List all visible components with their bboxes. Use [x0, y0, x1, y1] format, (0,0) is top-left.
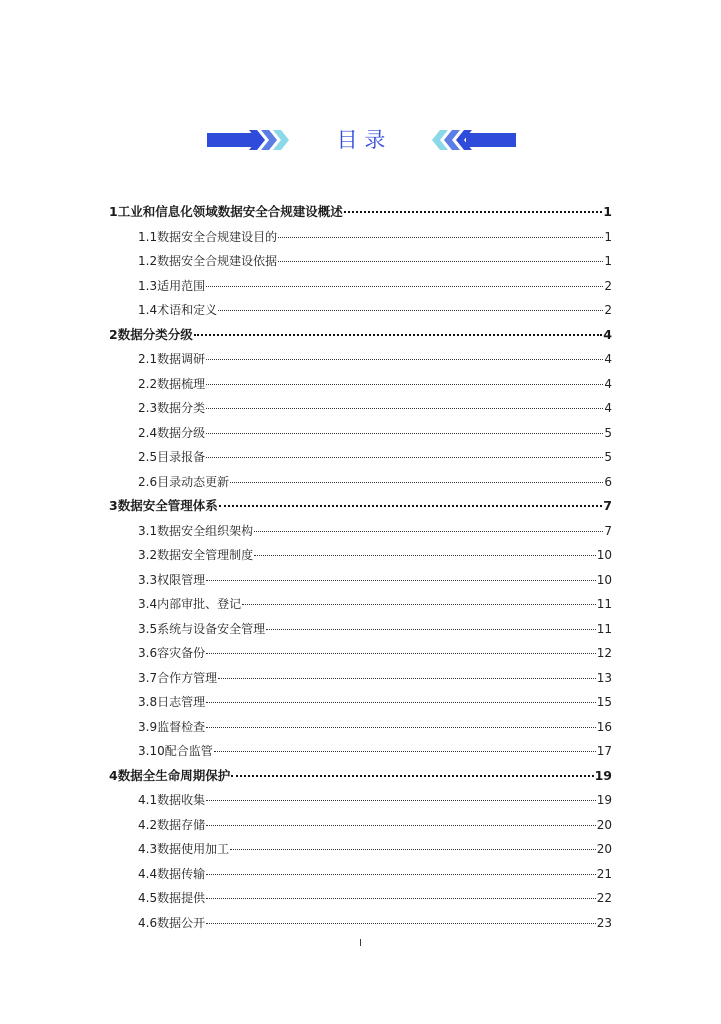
- toc-entry-label: 数据安全管理体系: [117, 498, 218, 513]
- toc-chapter-entry[interactable]: [109, 766, 612, 786]
- toc-entry-number: 2.6: [138, 474, 158, 489]
- toc-entry-page: 21: [596, 866, 612, 881]
- toc-section-entry[interactable]: [138, 349, 612, 369]
- toc-entry-label: 配合监管: [164, 744, 213, 758]
- toc-entry-page: 12: [596, 646, 612, 660]
- toc-dot-leader: [206, 384, 603, 385]
- toc-dot-leader: [206, 408, 603, 409]
- toc-entry-label: 数据安全合规建设目的: [157, 229, 278, 244]
- toc-entry-page: 6: [604, 474, 612, 489]
- toc-entry-number: 4.2: [138, 817, 158, 832]
- toc-dot-leader: [206, 653, 596, 654]
- toc-entry-number: 1: [109, 204, 118, 219]
- toc-entry-page: 19: [594, 767, 612, 783]
- toc-entry-number: 3.4: [138, 597, 158, 611]
- toc-section-entry[interactable]: [138, 790, 612, 810]
- toc-entry-number: 2.1: [138, 352, 158, 366]
- toc-section-entry[interactable]: [138, 864, 612, 884]
- toc-entry-label: 合作方管理: [157, 670, 218, 685]
- toc-dot-leader: [218, 678, 596, 679]
- toc-entry-page: 17: [596, 744, 612, 758]
- toc-entry-number: 3.6: [138, 646, 158, 660]
- toc-section-entry[interactable]: [138, 692, 612, 712]
- page-number: I: [359, 938, 362, 949]
- toc-entry-label: 数据调研: [157, 352, 206, 366]
- toc-section-entry[interactable]: [138, 521, 612, 541]
- toc-entry-page: 1: [604, 254, 612, 268]
- toc-dot-leader: [242, 604, 596, 605]
- toc-section-entry[interactable]: [138, 717, 612, 737]
- toc-entry-label: 容灾备份: [157, 646, 206, 660]
- toc-entry-number: 4.4: [138, 866, 158, 881]
- toc-entry-number: 3.3: [138, 572, 158, 587]
- toc-dot-leader: [206, 433, 603, 434]
- toc-section-entry[interactable]: [138, 741, 612, 761]
- toc-entry-page: 4: [604, 376, 612, 391]
- toc-entry-number: 2.3: [138, 401, 158, 415]
- toc-chapter-entry[interactable]: [109, 325, 612, 345]
- toc-dot-leader: [206, 874, 596, 875]
- page-title: 目 录: [336, 128, 386, 152]
- toc-entry-label: 内部审批、登记: [157, 597, 242, 611]
- toc-dot-leader: [194, 334, 603, 336]
- toc-dot-leader: [231, 775, 593, 777]
- toc-entry-number: 1.2: [138, 254, 158, 268]
- toc-entry-label: 目录报备: [157, 450, 206, 464]
- toc-entry-page: 13: [596, 670, 612, 685]
- toc-entry-page: 19: [596, 793, 612, 807]
- toc-entry-label: 数据安全组织架构: [157, 523, 254, 538]
- toc-dot-leader: [278, 237, 603, 238]
- toc-dot-leader: [254, 555, 596, 556]
- toc-entry-number: 3: [109, 498, 118, 513]
- toc-entry-label: 数据梳理: [157, 376, 206, 391]
- toc-entry-number: 4: [109, 767, 118, 783]
- toc-entry-page: 4: [604, 352, 612, 366]
- toc-section-entry[interactable]: [138, 888, 612, 908]
- toc-entry-page: 20: [596, 842, 612, 856]
- toc-entry-label: 日志管理: [157, 695, 206, 709]
- toc-entry-page: 16: [596, 719, 612, 734]
- toc-entry-label: 数据存储: [157, 817, 206, 832]
- toc-entry-number: 3.8: [138, 695, 158, 709]
- toc-entry-number: 3.7: [138, 670, 158, 685]
- toc-entry-page: 10: [596, 572, 612, 587]
- toc-dot-leader: [206, 580, 596, 581]
- toc-entry-label: 数据全生命周期保护: [117, 767, 231, 783]
- toc-dot-leader: [230, 482, 603, 483]
- toc-entry-page: 4: [604, 401, 612, 415]
- toc-entry-page: 1: [603, 204, 612, 219]
- toc-entry-label: 权限管理: [157, 572, 206, 587]
- toc-dot-leader: [254, 531, 603, 532]
- toc-dot-leader: [230, 849, 596, 850]
- toc-entry-label: 数据安全管理制度: [157, 548, 254, 562]
- toc-entry-page: 11: [596, 621, 612, 636]
- chevron-left-decoration-icon: [424, 130, 472, 150]
- toc-entry-page: 20: [596, 817, 612, 832]
- toc-title-banner: [0, 126, 721, 154]
- toc-chapter-entry[interactable]: [109, 496, 612, 516]
- toc-dot-leader: [206, 286, 603, 287]
- toc-entry-number: 1.3: [138, 278, 158, 293]
- toc-entry-number: 2.5: [138, 450, 158, 464]
- toc-entry-number: 2.2: [138, 376, 158, 391]
- toc-entry-label: 数据传输: [157, 866, 206, 881]
- toc-entry-label: 数据分类分级: [117, 326, 193, 342]
- toc-entry-page: 5: [604, 450, 612, 464]
- toc-section-entry[interactable]: [138, 913, 612, 933]
- toc-section-entry[interactable]: [138, 570, 612, 590]
- toc-entry-page: 2: [604, 303, 612, 317]
- toc-entry-page: 5: [604, 425, 612, 440]
- toc-entry-number: 3.9: [138, 719, 158, 734]
- toc-entry-number: 3.10: [138, 744, 165, 758]
- toc-section-entry[interactable]: [138, 300, 612, 320]
- chevron-right-decoration-icon: [249, 130, 297, 150]
- toc-entry-label: 适用范围: [157, 278, 206, 293]
- toc-entry-page: 1: [604, 229, 612, 244]
- toc-dot-leader: [206, 800, 596, 801]
- toc-dot-leader: [278, 261, 603, 262]
- toc-entry-label: 数据分类: [157, 401, 206, 415]
- toc-entry-label: 数据收集: [157, 793, 206, 807]
- toc-section-entry[interactable]: [138, 447, 612, 467]
- toc-entry-page: 7: [604, 523, 612, 538]
- toc-dot-leader: [206, 359, 603, 360]
- toc-entry-page: 11: [596, 597, 612, 611]
- banner-bar-right: [466, 133, 516, 147]
- toc-entry-label: 工业和信息化领域数据安全合规建设概述: [117, 204, 343, 219]
- toc-entry-page: 10: [596, 548, 612, 562]
- toc-entry-label: 数据提供: [157, 891, 206, 905]
- toc-entry-number: 3.5: [138, 621, 158, 636]
- toc-entry-number: 2: [109, 326, 118, 342]
- toc-entry-number: 4.6: [138, 915, 158, 930]
- toc-dot-leader: [206, 898, 596, 899]
- toc-section-entry[interactable]: [138, 276, 612, 296]
- toc-entry-page: 15: [596, 695, 612, 709]
- toc-dot-leader: [206, 923, 596, 924]
- toc-dot-leader: [206, 702, 596, 703]
- toc-entry-number: 3.1: [138, 523, 158, 538]
- toc-chapter-entry[interactable]: [109, 202, 612, 222]
- toc-entry-number: 2.4: [138, 425, 158, 440]
- toc-entry-page: 4: [603, 326, 612, 342]
- toc-section-entry[interactable]: [138, 251, 612, 271]
- toc-entry-page: 22: [596, 891, 612, 905]
- toc-dot-leader: [206, 727, 596, 728]
- toc-entry-page: 7: [603, 498, 612, 513]
- toc-entry-number: 3.2: [138, 548, 158, 562]
- toc-dot-leader: [214, 751, 596, 752]
- toc-section-entry[interactable]: [138, 619, 612, 639]
- toc-section-entry[interactable]: [138, 423, 612, 443]
- toc-entry-page: 23: [596, 915, 612, 930]
- toc-section-entry[interactable]: [138, 643, 612, 663]
- toc-entry-label: 数据公开: [157, 915, 206, 930]
- toc-entry-label: 数据使用加工: [157, 842, 230, 856]
- toc-entry-label: 目录动态更新: [157, 474, 230, 489]
- toc-dot-leader: [266, 629, 596, 630]
- toc-entry-number: 1.1: [138, 229, 158, 244]
- toc-section-entry[interactable]: [138, 668, 612, 688]
- toc-dot-leader: [206, 457, 603, 458]
- toc-section-entry[interactable]: [138, 594, 612, 614]
- toc-section-entry[interactable]: [138, 374, 612, 394]
- toc-entry-number: 4.3: [138, 842, 158, 856]
- toc-entry-label: 监督检查: [157, 719, 206, 734]
- toc-dot-leader: [218, 310, 603, 311]
- toc-entry-number: 4.1: [138, 793, 158, 807]
- toc-section-entry[interactable]: [138, 815, 612, 835]
- toc-section-entry[interactable]: [138, 839, 612, 859]
- toc-entry-label: 数据安全合规建设依据: [157, 254, 278, 268]
- toc-entry-label: 术语和定义: [157, 303, 218, 317]
- toc-entry-page: 2: [604, 278, 612, 293]
- toc-entry-label: 系统与设备安全管理: [157, 621, 266, 636]
- toc-section-entry[interactable]: [138, 398, 612, 418]
- toc-dot-leader: [206, 825, 596, 826]
- toc-entry-label: 数据分级: [157, 425, 206, 440]
- toc-dot-leader: [219, 505, 603, 507]
- toc-dot-leader: [344, 211, 603, 213]
- toc-section-entry[interactable]: [138, 545, 612, 565]
- toc-entry-number: 4.5: [138, 891, 158, 905]
- toc-section-entry[interactable]: [138, 227, 612, 247]
- toc-section-entry[interactable]: [138, 472, 612, 492]
- toc-entry-number: 1.4: [138, 303, 158, 317]
